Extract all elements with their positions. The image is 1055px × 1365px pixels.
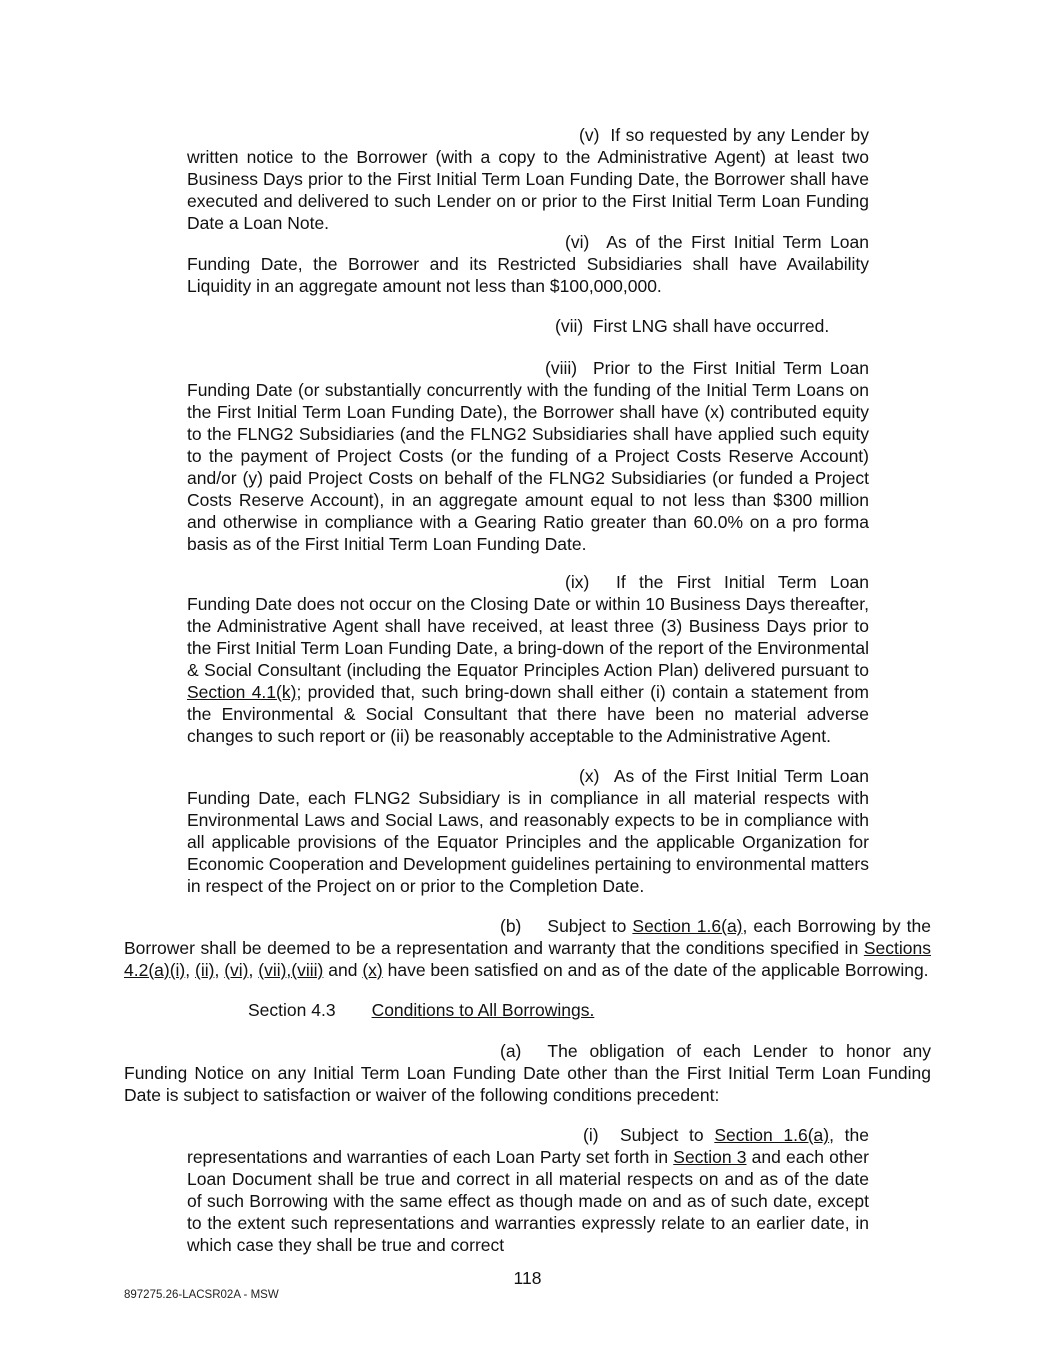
paragraph-number: (b) [500,916,522,936]
clause-number: (viii) [545,358,578,378]
cross-reference-link[interactable]: (x) [362,960,383,980]
clause-viii [187,357,869,555]
clause-number: (v) [579,125,600,145]
clause-text: As of the First Initial Term Loan Funding Date, each FLNG2 Subsidiary is in compliance in all material respects with Environmental Laws and Social Laws, and reasonably expects to be in compliance with all applicable provisions of the Equator Principles and the applicable Organization for Economic Cooperation and Development guidelines pertaining to environmental matters in respect of the Project on or prior to the Completion Date. [187,766,869,896]
clause-v [187,124,869,234]
paragraph-text: , each Borrowing by the Borrower shall be deemed to be a representation and warranty that the conditions specified in [124,916,931,958]
clause-text: If the First Initial Term Loan Funding Date does not occur on the Closing Date or within 10 Business Days thereafter, the Administrative Agent shall have received, at least three (3) Business Days prior to the First Initial Term Loan Funding Date, a bring-down of the report of the Environmental & Social Consultant (including the Equator Principles Action Plan) delivered pursuant to [187,572,869,680]
clause-text: and each other Loan Document shall be true and correct in all material respects on and as of the date of such Borrowing with the same effect as though made on and as of such date, except to the extent such representations and warranties expressly relate to an earlier date, in which case they shall be true and correct [187,1147,869,1255]
section-number: Section 4.3 [248,1000,336,1020]
page-number: 118 [513,1268,542,1288]
clause-number: (vi) [565,232,590,252]
clause-number: (x) [579,766,600,786]
clause-vi [187,231,869,297]
separator: , [248,960,254,980]
clause-text: As of the First Initial Term Loan Funding Date, the Borrower and its Restricted Subsidiaries shall have Availability Liquidity in an aggregate amount not less than $100,000,000. [187,232,869,296]
clause-ix [187,571,869,747]
cross-reference-link[interactable]: Sections 4.2(a)(i) [124,938,931,980]
cross-reference-link[interactable]: Section 4.1(k) [187,682,297,702]
clause-number: (vii) [555,316,584,336]
separator: , [185,960,191,980]
section-title: Conditions to All Borrowings. [371,1000,595,1020]
clause-x [187,765,869,897]
clause-number: (i) [583,1125,599,1145]
clause-text: , the representations and warranties of each Loan Party set forth in [187,1125,869,1167]
paragraph-text: have been satisfied on and as of the date of the applicable Borrowing. [387,960,929,980]
paragraph-text: The obligation of each Lender to honor any Funding Notice on any Initial Term Loan Funding Date other than the First Initial Term Loan Funding Date is subject to satisfaction or waiver of the following conditions precedent: [124,1041,931,1105]
section-heading [248,999,594,1021]
paragraph-text: and [328,960,358,980]
cross-reference-link[interactable]: Section 3 [673,1147,747,1167]
clause-text: ; provided that, such bring-down shall either (i) contain a statement from the Environmental & Social Consultant that there have been no material adverse changes to such report or (ii) be reasonably acceptable to the Administrative Agent. [187,682,869,746]
clause-text: First LNG shall have occurred. [592,316,830,336]
separator: , [214,960,220,980]
cross-reference-link[interactable]: (vii),(viii) [258,960,324,980]
clause-i [187,1124,869,1256]
paragraph-b [124,915,931,981]
document-id: 897275.26-LACSR02A - MSW [124,1289,279,1301]
clause-number: (ix) [565,572,590,592]
paragraph-a [124,1040,931,1106]
paragraph-text: Subject to [547,916,627,936]
clause-text: Subject to [619,1125,704,1145]
cross-reference-link[interactable]: (vi) [224,960,249,980]
cross-reference-link[interactable]: (ii) [195,960,215,980]
clause-text: If so requested by any Lender by written notice to the Borrower (with a copy to the Administrative Agent) at least two Business Days prior to the First Initial Term Loan Funding Date, the Borrower shall have executed and delivered to such Lender on or prior to the First Initial Term Loan Funding Date a Loan Note. [187,125,869,233]
cross-reference-link[interactable]: Section 1.6(a) [714,1125,830,1145]
clause-vii [187,315,869,337]
clause-text: Prior to the First Initial Term Loan Funding Date (or substantially concurrently with the funding of the Initial Term Loans on the First Initial Term Loan Funding Date), the Borrower shall have (x) contributed equity to the FLNG2 Subsidiaries (and the FLNG2 Subsidiaries shall have applied such equity to the payment of Project Costs (or the funding of a Project Costs Reserve Account) and/or (y) paid Project Costs on behalf of the FLNG2 Subsidiaries (or funded a Project Costs Reserve Account), in an aggregate amount equal to not less than $300 million and otherwise in compliance with a Gearing Ratio greater than 60.0% on a pro forma basis as of the First Initial Term Loan Funding Date. [187,358,869,554]
cross-reference-link[interactable]: Section 1.6(a) [632,916,743,936]
paragraph-number: (a) [500,1041,522,1061]
